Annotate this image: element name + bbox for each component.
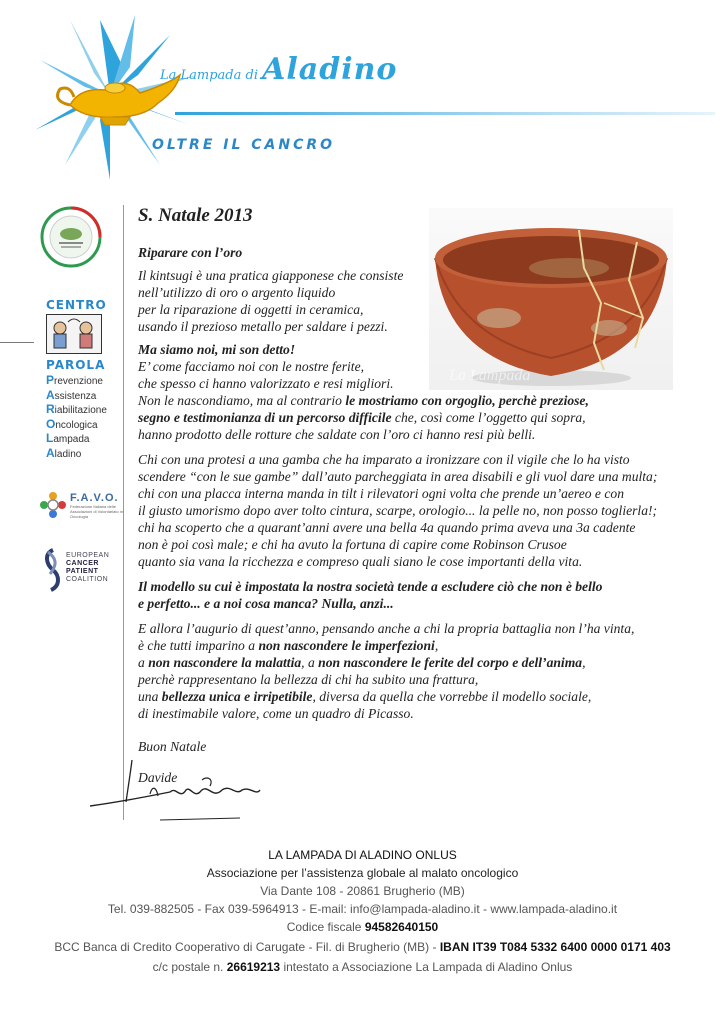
acrostic-item: Aladino <box>46 445 82 460</box>
letter-subtitle: Riparare con l’oro <box>138 245 243 260</box>
ecpc-ribbon-icon <box>42 548 64 592</box>
signature <box>90 756 280 826</box>
acrostic-item: Oncologica <box>46 416 98 431</box>
ecpc-logo-text: EUROPEAN CANCER PATIENT COALITION <box>66 552 110 583</box>
signoff: Buon Natale <box>138 739 207 754</box>
footer-bank: BCC Banca di Credito Cooperativo di Carugate - Fil. di Brugherio (MB) - IBAN IT39 T084 5332 6400 0000 0171 403 <box>54 940 671 954</box>
paragraph-stories: Chi con una protesi a una gamba che ha imparato a ironizzare con il vigile che lo ha visto scendere “con le sue gambe” dall’auto parcheggiata in area disabili e gli vuol dare una multa; chi con una placca interna manda in tilt i rilevatori ogni volta che prende un’aereo e con il giusto umorismo dopo aver tolto cintura, scarpe, orologio... la pelle no, non posso toglierla!; chi ha scoperto che a quarant’anni avere una bella 4a quando prima aveva una 3a cadente non è poi così male; e chi ha avuto la fortuna di capire come Robinson Crusoe quanto sia vana la ricchezza e compreso quali siano le cose importanti della vita. <box>138 452 658 569</box>
centro-parola-illustration-icon <box>46 314 102 354</box>
parola-label: PAROLA <box>46 358 106 372</box>
letter-body <box>138 205 698 755</box>
letterhead <box>0 0 725 190</box>
tagline: OLTRE IL CANCRO <box>152 137 336 153</box>
handwritten-signature-icon <box>90 756 280 826</box>
brand-small-text: La Lampada di <box>160 68 258 83</box>
brand-wordmark <box>160 52 397 87</box>
footer-association: Associazione per l’assistenza globale al malato oncologico <box>206 866 519 880</box>
favo-people-icon <box>38 490 68 520</box>
acrostic-list <box>46 374 116 462</box>
acrostic-item: Riabilitazione <box>46 402 107 417</box>
brand-big-text: Aladino <box>262 52 398 87</box>
sun-lamp-logo <box>30 5 220 185</box>
acrostic-item: Assistenza <box>46 387 97 402</box>
acrostic-item: Prevenzione <box>46 373 103 387</box>
centro-label: CENTRO <box>46 298 107 312</box>
footer <box>0 846 725 976</box>
letter-title: S. Natale 2013 <box>138 205 253 226</box>
paragraph-intro: Il kintsugi è una pratica giapponese che consiste nell’utilizzo di oro o argento liquido per la riparazione di oggetti in ceramica, usando il prezioso metallo per saldare i pezzi. <box>138 268 404 334</box>
footer-postal-account: c/c postale n. 26619213 intestato a Associazione La Lampada di Aladino Onlus <box>152 960 573 974</box>
footer-contacts: Tel. 039-882505 - Fax 039-5964913 - E-mail: info@lampada-aladino.it - www.lampada-aladino.it <box>107 902 618 916</box>
footer-address: Via Dante 108 - 20861 Brugherio (MB) <box>260 884 465 898</box>
acrostic-item: Lampada <box>46 431 90 446</box>
header-divider <box>175 112 715 115</box>
image-watermark: La Lampada <box>449 367 531 384</box>
footer-fiscal-code: Codice fiscale 94582640150 <box>286 920 439 934</box>
signature-name: Davide <box>138 770 178 785</box>
fold-mark <box>0 342 34 343</box>
paragraph-society: Il modello su cui è impostata la nostra società tende a escludere ciò che non è bello e perfetto... e a noi cosa manca? Nulla, anzi... <box>138 579 603 611</box>
footer-org-name: LA LAMPADA DI ALADINO ONLUS <box>268 848 457 862</box>
paragraph-wounds: Ma siamo noi, mi son detto! E’ come facciamo noi con le nostre ferite, che spesso ci hanno valorizzato e resi migliori. Non le nascondiamo, ma al contrario le mostriamo con orgoglio, perchè preziose, segno e testimonianza di un percorso difficile che, così come l’oggetto qui sopra, hanno prodotto delle rotture che saldate con l’oro ci hanno resi più belli. <box>138 342 589 442</box>
favo-subtitle: Federazione Italiana delle Associazioni di Volontariato in Oncologia <box>70 504 123 519</box>
favo-title: F.A.V.O. <box>70 492 119 504</box>
favo-logo-text <box>70 492 130 519</box>
paragraph-wish: E allora l’augurio di quest’anno, pensando anche a chi la propria battaglia non l’ha vinta, è che tutti imparino a non nascondere le imperfezioni, a non nascondere la malattia, a non nascondere le ferite del corpo e dell’anima, perchè rappresentano la bellezza di chi ha subito una frattura, una bellezza unica e irripetibile, diversa da quella che vorrebbe il modello sociale, di inestimabile valore, come un quadro di Picasso. <box>138 621 635 721</box>
highlander-badge-icon <box>40 206 102 268</box>
